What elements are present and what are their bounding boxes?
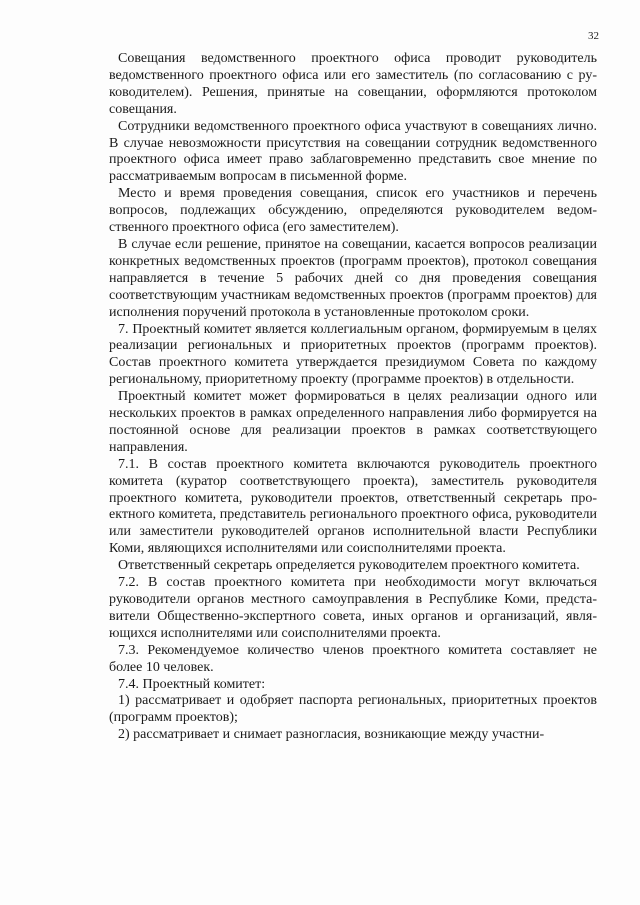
list-item-approve-passports: 1) рассматривает и одобряет паспорта региональных, приоритетных проектов (программ проектов); — [109, 693, 597, 726]
paragraph-meeting-agenda: Место и время проведения совещания, список его участников и перечень вопросов, подлежащих обсуждению, определяются руководителем ведомственного проектного офиса (его заместителем). — [109, 186, 597, 236]
paragraph-optional-members: 7.2. В состав проектного комитета при необходимости могут включаться руководители органов местного самоуправления в Республике Коми, представители Общественно-экспертного совета, иных органов и организаций, являющихся исполнителями или соисполнителями проекта. — [109, 575, 597, 641]
paragraph-project-committee: 7. Проектный комитет является коллегиальным органом, формируемым в целях реализации региональных и приоритетных проектов (программ проектов). Состав проектного комитета утверждается президиумом Совета по каждому региональному, приоритетному проекту (программе проектов) в отдельности. — [109, 321, 597, 388]
paragraph-staff-attendance: Сотрудники ведомственного проектного офиса участвуют в совещаниях лично. В случае невозможности присутствия на совещании сотрудник ведомственного проектного офиса имеет право заблаговременно представить свое мнение по рассматриваемым вопросам в письменной форме. — [109, 118, 597, 185]
paragraph-protocol-distribution: В случае если решение, принятое на совещании, касается вопросов реализации конкретных ведомственных проектов (программ проектов), протокол совещания направляется в течение 5 рабочих дней со дня проведения совещания соответствующим участникам ведомственных проектов (программ проектов) для исполнения поручений протокола в установленные протоколом сроки. — [109, 236, 597, 320]
paragraph-committee-functions-heading: 7.4. Проектный комитет: — [118, 676, 266, 692]
list-item-resolve-disputes: 2) рассматривает и снимает разногласия, возникающие между участни- — [118, 727, 545, 743]
paragraph-meetings-chair: Совещания ведомственного проектного офиса проводит руководитель ведомственного проектного офиса или его заместитель (по согласованию с руководителем). Решения, принятые на совещании, оформляются протоколом совещания. — [109, 51, 597, 117]
document-body — [109, 51, 597, 744]
paragraph-secretary: Ответственный секретарь определяется руководителем проектного комитета. — [118, 558, 580, 574]
page-number: 32 — [588, 30, 599, 42]
paragraph-committee-formation: Проектный комитет может формироваться в целях реализации одного или нескольких проектов в рамках определенного направления либо формируется на постоянной основе для реализации проектов в рамках соответствующего направления. — [109, 389, 597, 455]
paragraph-committee-composition: 7.1. В состав проектного комитета включаются руководитель проектного комитета (куратор соответствующего проекта), заместитель руководителя проектного комитета, руководители проектов, ответственный секретарь проектного комитета, представитель регионального проектного офиса, руководители или заместители руководителей органов исполнительной власти Республики Коми, являющихся исполнителями или соисполнителями проекта. — [109, 456, 597, 557]
paragraph-member-count: 7.3. Рекомендуемое количество членов проектного комитета составляет не более 10 человек. — [109, 642, 597, 675]
